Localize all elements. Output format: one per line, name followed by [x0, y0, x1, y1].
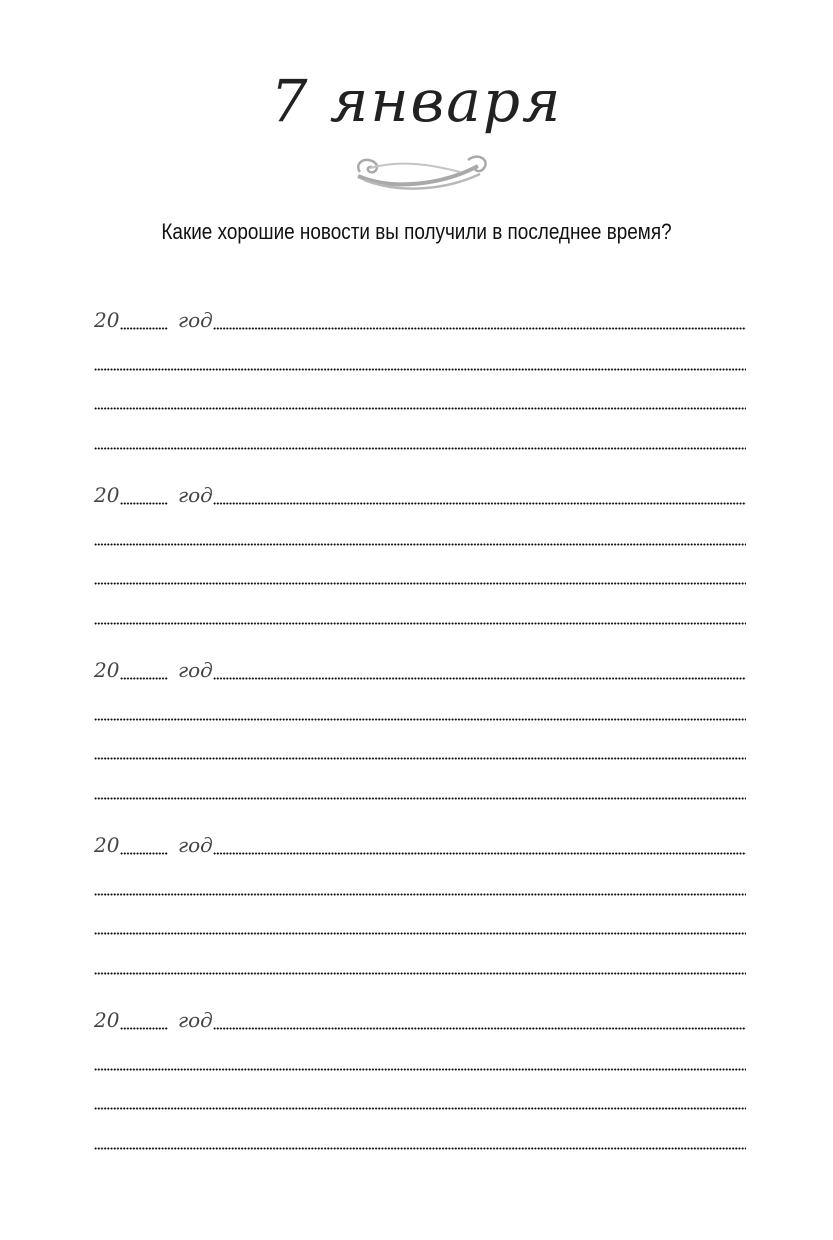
writing-line[interactable] — [94, 1120, 746, 1150]
dotted-rule — [94, 972, 746, 975]
dotted-rule — [94, 797, 746, 800]
entry-year-line[interactable] — [94, 825, 746, 855]
writing-line[interactable] — [94, 341, 746, 371]
year-blank[interactable] — [120, 502, 168, 505]
year-suffix: год — [178, 308, 213, 332]
writing-line[interactable] — [94, 595, 746, 625]
writing-line[interactable] — [94, 420, 746, 450]
entry-block — [94, 300, 746, 475]
entry-year-line[interactable] — [94, 650, 746, 680]
dotted-rule — [94, 447, 746, 450]
entries-list — [94, 300, 746, 1175]
writing-line[interactable] — [213, 327, 746, 330]
dotted-rule — [94, 543, 746, 546]
year-blank[interactable] — [120, 327, 168, 330]
entry-block — [94, 650, 746, 825]
writing-line[interactable] — [94, 1080, 746, 1110]
dotted-rule — [94, 932, 746, 935]
writing-line[interactable] — [213, 502, 746, 505]
dotted-rule — [94, 893, 746, 896]
writing-line[interactable] — [94, 380, 746, 410]
year-blank[interactable] — [120, 1027, 168, 1030]
writing-line[interactable] — [94, 905, 746, 935]
year-suffix: год — [178, 833, 213, 857]
year-suffix: год — [178, 1008, 213, 1032]
dotted-rule — [94, 1068, 746, 1071]
dotted-rule — [94, 718, 746, 721]
writing-line[interactable] — [94, 770, 746, 800]
entry-block — [94, 825, 746, 1000]
writing-line[interactable] — [94, 516, 746, 546]
journal-prompt: Какие хорошие новости вы получили в последнее время? — [161, 219, 672, 244]
writing-line[interactable] — [94, 730, 746, 760]
year-prefix: 20 — [94, 308, 120, 332]
writing-line[interactable] — [94, 866, 746, 896]
writing-line[interactable] — [94, 1041, 746, 1071]
writing-line[interactable] — [213, 852, 746, 855]
year-prefix: 20 — [94, 658, 120, 682]
dotted-rule — [94, 1107, 746, 1110]
year-prefix: 20 — [94, 833, 120, 857]
dotted-rule — [94, 622, 746, 625]
year-suffix: год — [178, 658, 213, 682]
year-blank[interactable] — [120, 852, 168, 855]
dotted-rule — [94, 582, 746, 585]
dotted-rule — [94, 757, 746, 760]
entry-year-line[interactable] — [94, 300, 746, 330]
page-title: 7 января — [270, 67, 563, 135]
year-blank[interactable] — [120, 677, 168, 680]
writing-line[interactable] — [213, 1027, 746, 1030]
entry-block — [94, 475, 746, 650]
dotted-rule — [94, 1147, 746, 1150]
dotted-rule — [94, 368, 746, 371]
writing-line[interactable] — [94, 691, 746, 721]
year-prefix: 20 — [94, 1008, 120, 1032]
year-prefix: 20 — [94, 483, 120, 507]
ornament-flourish-icon — [350, 150, 490, 192]
writing-line[interactable] — [213, 677, 746, 680]
writing-line[interactable] — [94, 555, 746, 585]
dotted-rule — [94, 407, 746, 410]
year-suffix: год — [178, 483, 213, 507]
writing-line[interactable] — [94, 945, 746, 975]
entry-block — [94, 1000, 746, 1175]
entry-year-line[interactable] — [94, 1000, 746, 1030]
entry-year-line[interactable] — [94, 475, 746, 505]
